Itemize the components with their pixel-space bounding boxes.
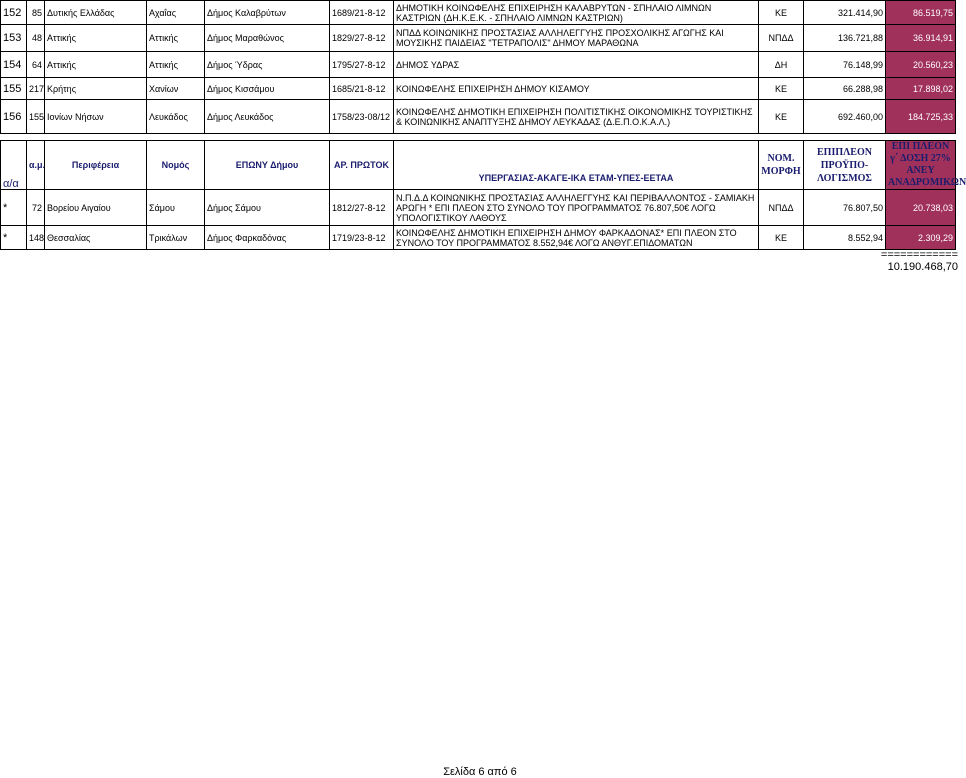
row-index: 153	[1, 25, 27, 52]
row-protocol: 1719/23-8-12	[330, 226, 394, 250]
table-header-row	[1, 141, 956, 190]
header-ministries: ΥΠΕΡΓΑΣΙΑΣ-ΑΚΑΓΕ-ΙΚΑ ΕΤΑΜ-ΥΠΕΣ-ΕΕΤΑΑ	[394, 141, 759, 190]
row-form: ΔΗ	[759, 52, 804, 78]
table-row	[1, 1, 956, 25]
row-form: ΚΕ	[759, 78, 804, 100]
header-prefecture: Νομός	[147, 141, 205, 190]
row-extra: 36.914,91	[886, 25, 956, 52]
row-budget: 66.288,98	[804, 78, 886, 100]
row-description: ΚΟΙΝΩΦΕΛΗΣ ΕΠΙΧΕΙΡΗΣΗ ΔΗΜΟΥ ΚΙΣΑΜΟΥ	[394, 78, 759, 100]
allocation-table-top	[0, 0, 956, 134]
row-am: 85	[27, 1, 45, 25]
header-extra: ΕΠΙ ΠΛΕΟΝ γ΄ ΔΟΣΗ 27% ΑΝΕΥ ΑΝΑΔΡΟΜΙΚΩΝ	[886, 141, 956, 190]
row-description: ΔΗΜΟΣ ΥΔΡΑΣ	[394, 52, 759, 78]
page-footer: Σελίδα 6 από 6	[443, 766, 517, 778]
row-budget: 76.148,99	[804, 52, 886, 78]
row-protocol: 1689/21-8-12	[330, 1, 394, 25]
row-municipality: Δήμος Μαραθώνος	[205, 25, 330, 52]
header-protocol: ΑΡ. ΠΡΩΤΟΚ	[330, 141, 394, 190]
row-budget: 136.721,88	[804, 25, 886, 52]
header-budget: ΕΠΙΠΛΕΟΝ ΠΡΟΫΠΟ-ΛΟΓΙΣΜΟΣ	[804, 141, 886, 190]
row-budget: 8.552,94	[804, 226, 886, 250]
row-protocol: 1795/27-8-12	[330, 52, 394, 78]
row-prefecture: Αττικής	[147, 52, 205, 78]
row-budget: 321.414,90	[804, 1, 886, 25]
row-municipality: Δήμος Καλαβρύτων	[205, 1, 330, 25]
row-index: *	[1, 226, 27, 250]
table-row	[1, 78, 956, 100]
row-form: ΚΕ	[759, 100, 804, 134]
row-region: Αττικής	[45, 52, 147, 78]
row-am: 217	[27, 78, 45, 100]
row-region: Αττικής	[45, 25, 147, 52]
row-prefecture: Αχαΐας	[147, 1, 205, 25]
row-prefecture: Χανίων	[147, 78, 205, 100]
allocation-table-bottom	[0, 140, 966, 250]
row-municipality: Δήμος Κισσάμου	[205, 78, 330, 100]
row-region: Κρήτης	[45, 78, 147, 100]
table-row	[1, 226, 956, 250]
header-municipality: ΕΠΩΝΥ Δήμου	[205, 141, 330, 190]
row-municipality: Δήμος Φαρκαδόνας	[205, 226, 330, 250]
header-form: ΝΟΜ. ΜΟΡΦΗ	[759, 141, 804, 190]
grand-total-block	[862, 249, 958, 273]
table-row	[1, 190, 956, 226]
row-description: ΝΠΔΔ ΚΟΙΝΩΝΙΚΗΣ ΠΡΟΣΤΑΣΙΑΣ ΑΛΛΗΛΕΓΓΥΗΣ ΠΡΟΣΧΟΛΙΚΗΣ ΑΓΩΓΗΣ ΚΑΙ ΜΟΥΣΙΚΗΣ ΠΑΙΔΕΙΑΣ "ΤΕΤΡΑΠΟΛΙΣ" ΔΗΜΟΥ ΜΑΡΑΘΩΝΑ	[394, 25, 759, 52]
total-separator: ============	[880, 249, 958, 261]
row-index: 152	[1, 1, 27, 25]
header-am: α.μ.	[27, 141, 45, 190]
row-form: ΝΠΔΔ	[759, 25, 804, 52]
grand-total-value: 10.190.468,70	[887, 261, 958, 273]
row-budget: 692.460,00	[804, 100, 886, 134]
row-region: Ιονίων Νήσων	[45, 100, 147, 134]
row-index: 156	[1, 100, 27, 134]
row-am: 148	[27, 226, 45, 250]
row-region: Βορείου Αιγαίου	[45, 190, 147, 226]
row-municipality: Δήμος Λευκάδος	[205, 100, 330, 134]
row-protocol: 1812/27-8-12	[330, 190, 394, 226]
row-am: 155	[27, 100, 45, 134]
row-index: *	[1, 190, 27, 226]
row-budget: 76.807,50	[804, 190, 886, 226]
row-extra: 2.309,29	[886, 226, 956, 250]
row-region: Δυτικής Ελλάδας	[45, 1, 147, 25]
row-extra: 20.560,23	[886, 52, 956, 78]
header-region: Περιφέρεια	[45, 141, 147, 190]
row-prefecture: Αττικής	[147, 25, 205, 52]
table-row	[1, 100, 956, 134]
table-row	[1, 52, 956, 78]
row-protocol: 1829/27-8-12	[330, 25, 394, 52]
row-description: ΚΟΙΝΩΦΕΛΗΣ ΔΗΜΟΤΙΚΗ ΕΠΙΧΕΙΡΗΣΗ ΔΗΜΟΥ ΦΑΡΚΑΔΟΝΑΣ* ΕΠΙ ΠΛΕΟΝ ΣΤΟ ΣΥΝΟΛΟ ΤΟΥ ΠΡΟΓΡΑΜΜΑΤΟΣ 8.552,94€ ΛΟΓΩ ΑΝΘΥΓ.ΕΠΙΔΟΜΑΤΩΝ	[394, 226, 759, 250]
row-municipality: Δήμος Σάμου	[205, 190, 330, 226]
row-am: 64	[27, 52, 45, 78]
row-am: 72	[27, 190, 45, 226]
row-protocol: 1758/23-08/12	[330, 100, 394, 134]
row-am: 48	[27, 25, 45, 52]
header-aa: α/α	[1, 141, 27, 190]
row-extra: 184.725,33	[886, 100, 956, 134]
row-municipality: Δήμος Ύδρας	[205, 52, 330, 78]
table-row	[1, 25, 956, 52]
row-index: 154	[1, 52, 27, 78]
row-prefecture: Λευκάδος	[147, 100, 205, 134]
row-description: ΔΗΜΟΤΙΚΗ ΚΟΙΝΩΦΕΛΗΣ ΕΠΙΧΕΙΡΗΣΗ ΚΑΛΑΒΡΥΤΩΝ - ΣΠΗΛΑΙΟ ΛΙΜΝΩΝ ΚΑΣΤΡΙΩΝ (ΔΗ.Κ.Ε.Κ. - ΣΠΗΛΑΙΟ ΛΙΜΝΩΝ ΚΑΣΤΡΙΩΝ)	[394, 1, 759, 25]
row-prefecture: Σάμου	[147, 190, 205, 226]
row-form: ΝΠΔΔ	[759, 190, 804, 226]
row-protocol: 1685/21-8-12	[330, 78, 394, 100]
row-description: Ν.Π.Δ.Δ ΚΟΙΝΩΝΙΚΗΣ ΠΡΟΣΤΑΣΙΑΣ ΑΛΛΗΛΕΓΓΥΗΣ ΚΑΙ ΠΕΡΙΒΑΛΛΟΝΤΟΣ - ΣΑΜΙΑΚΗ ΑΡΩΓΗ * ΕΠΙ ΠΛΕΟΝ ΣΤΟ ΣΥΝΟΛΟ ΤΟΥ ΠΡΟΓΡΑΜΜΑΤΟΣ 76.807,50€ ΛΟΓΩ ΥΠΟΛΟΓΙΣΤΙΚΟΥ ΛΑΘΟΥΣ	[394, 190, 759, 226]
row-region: Θεσσαλίας	[45, 226, 147, 250]
row-form: ΚΕ	[759, 1, 804, 25]
row-extra: 17.898,02	[886, 78, 956, 100]
row-index: 155	[1, 78, 27, 100]
row-extra: 20.738,03	[886, 190, 956, 226]
row-prefecture: Τρικάλων	[147, 226, 205, 250]
row-form: ΚΕ	[759, 226, 804, 250]
row-description: ΚΟΙΝΩΦΕΛΗΣ ΔΗΜΟΤΙΚΗ ΕΠΙΧΕΙΡΗΣΗ ΠΟΛΙΤΙΣΤΙΚΗΣ ΟΙΚΟΝΟΜΙΚΗΣ ΤΟΥΡΙΣΤΙΚΗΣ & ΚΟΙΝΩΝΙΚΗΣ ΑΝΑΠΤΥΞΗΣ ΔΗΜΟΥ ΛΕΥΚΑΔΑΣ (Δ.Ε.Π.Ο.Κ.Α.Λ.)	[394, 100, 759, 134]
row-extra: 86.519,75	[886, 1, 956, 25]
